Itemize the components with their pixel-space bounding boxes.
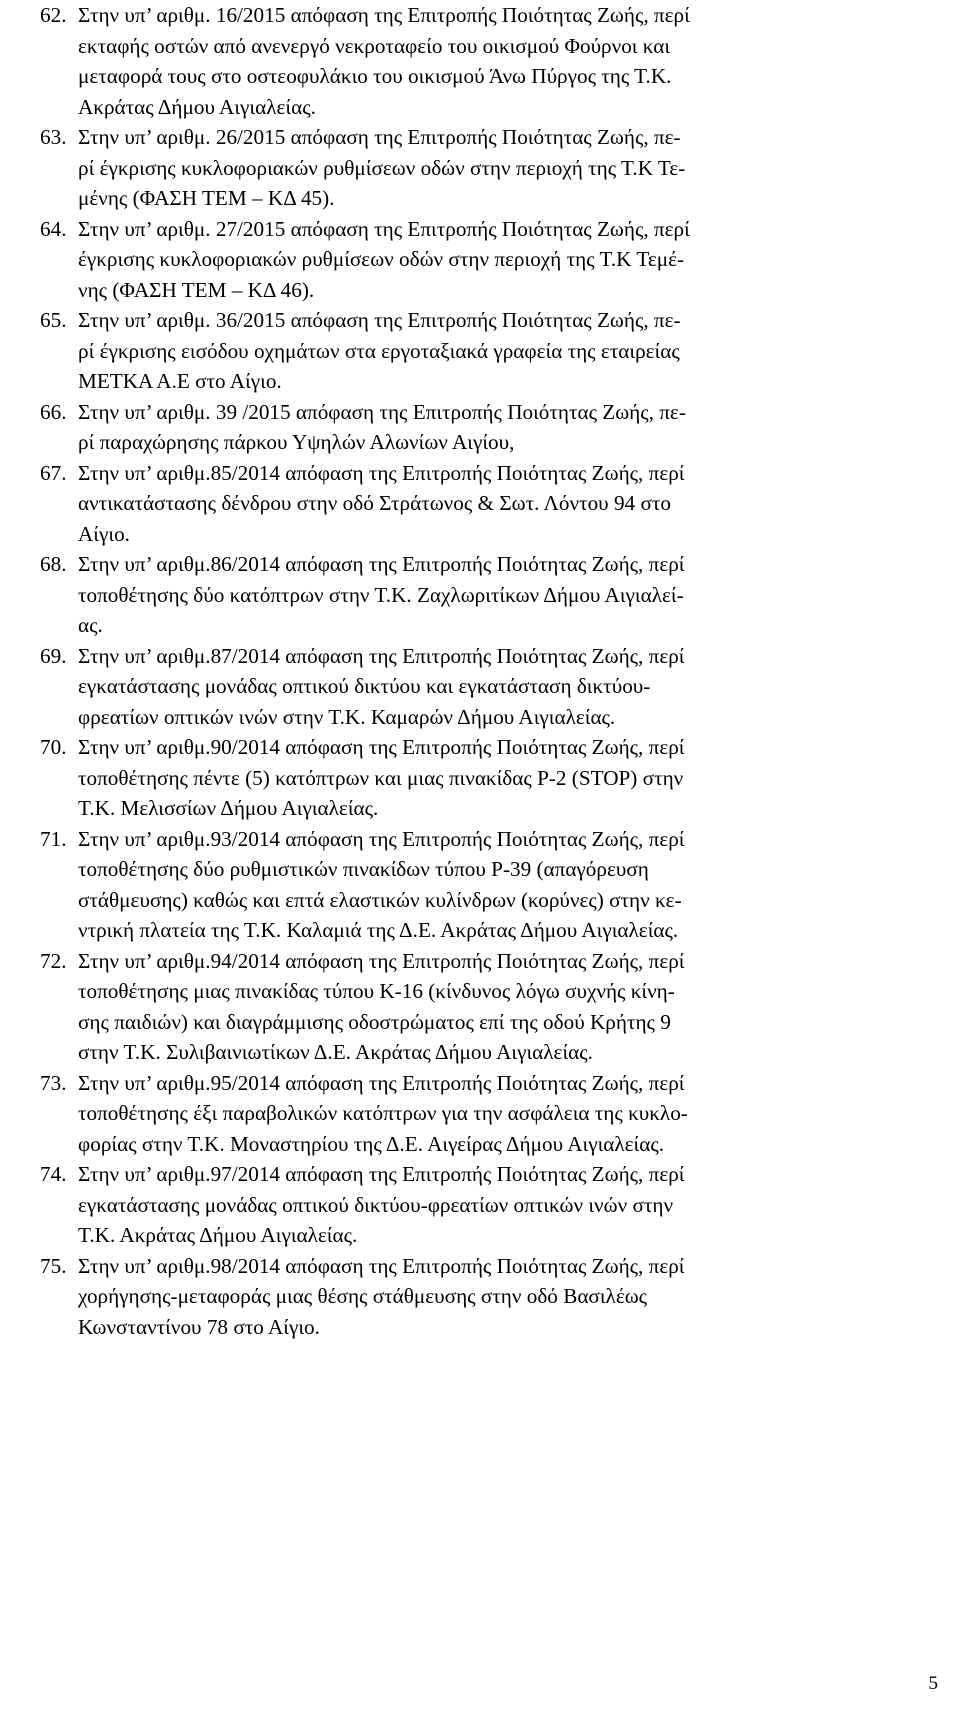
item-text-line: εγκατάστασης μονάδας οπτικού δικτύου και εγκατάσταση δικτύου-: [78, 674, 651, 698]
item-text-line: ρί έγκρισης κυκλοφοριακών ρυθμίσεων οδών στην περιοχή της Τ.Κ Τε-: [78, 155, 686, 180]
item-number: 63.: [40, 125, 67, 149]
item-text-line: Αίγιο.: [78, 521, 130, 546]
list-item: [40, 1068, 940, 1160]
item-text: [78, 458, 940, 550]
item-text-line: Τ.Κ. Ακράτας Δήμου Αιγιαλείας.: [78, 1223, 358, 1247]
item-text-line: Στην υπ’ αριθμ. 16/2015 απόφαση της Επιτροπής Ποιότητας Ζωής, περί: [78, 3, 690, 27]
item-number: 70.: [40, 735, 67, 759]
list-item: [40, 305, 940, 397]
item-text: [78, 549, 940, 641]
item-number: 74.: [40, 1162, 67, 1186]
item-text-line: τοποθέτησης πέντε (5) κατόπτρων και μιας πινακίδας Ρ-2 (STOP) στην: [78, 765, 684, 790]
list-item: [40, 946, 940, 1068]
item-text-line: τοποθέτησης δύο κατόπτρων στην Τ.Κ. Ζαχλωριτίκων Δήμου Αιγιαλεί-: [78, 582, 684, 607]
item-text-line: τοποθέτησης δύο ρυθμιστικών πινακίδων τύπου Ρ-39 (απαγόρευση: [78, 857, 649, 881]
item-text-line: Στην υπ’ αριθμ.86/2014 απόφαση της Επιτροπής Ποιότητας Ζωής, περί: [78, 552, 685, 576]
item-text-line: νης (ΦΑΣΗ ΤΕΜ – ΚΔ 46).: [78, 277, 315, 302]
list-item: [40, 641, 940, 733]
list-item: [40, 122, 940, 214]
item-text-line: εγκατάστασης μονάδας οπτικού δικτύου-φρεατίων οπτικών ινών στην: [78, 1192, 674, 1217]
item-text: [78, 1251, 940, 1343]
item-text-line: Στην υπ’ αριθμ. 27/2015 απόφαση της Επιτροπής Ποιότητας Ζωής, περί: [78, 216, 690, 241]
item-text: [78, 0, 940, 122]
item-text: [78, 397, 940, 458]
item-text-line: στάθμευσης) καθώς και επτά ελαστικών κυλίνδρων (κορύνες) στην κε-: [78, 887, 682, 912]
item-number: 65.: [40, 308, 67, 332]
item-text: [78, 641, 940, 733]
item-text: [78, 122, 940, 214]
item-text-line: ρί παραχώρησης πάρκου Υψηλών Αλωνίων Αιγίου,: [78, 430, 515, 454]
item-text-line: μένης (ΦΑΣΗ ΤΕΜ – ΚΔ 45).: [78, 186, 335, 210]
item-number: 69.: [40, 643, 67, 668]
item-text-line: στην Τ.Κ. Συλιβαινιωτίκων Δ.Ε. Ακράτας Δήμου Αιγιαλείας.: [78, 1040, 593, 1064]
item-text-line: Στην υπ’ αριθμ.87/2014 απόφαση της Επιτροπής Ποιότητας Ζωής, περί: [78, 643, 685, 668]
item-text: [78, 1159, 940, 1251]
item-text-line: τοποθέτησης μιας πινακίδας τύπου Κ-16 (κίνδυνος λόγω συχνής κίνη-: [78, 979, 675, 1003]
item-text-line: ντρική πλατεία της Τ.Κ. Καλαμιά της Δ.Ε. Ακράτας Δήμου Αιγιαλείας.: [78, 918, 679, 942]
item-number: 68.: [40, 552, 67, 576]
list-item: [40, 458, 940, 550]
item-text-line: Στην υπ’ αριθμ. 36/2015 απόφαση της Επιτροπής Ποιότητας Ζωής, πε-: [78, 308, 681, 332]
item-text-line: έγκρισης κυκλοφοριακών ρυθμίσεων οδών στην περιοχή της Τ.Κ Τεμέ-: [78, 247, 685, 271]
list-item: [40, 549, 940, 641]
item-text: [78, 214, 940, 306]
item-text-line: Στην υπ’ αριθμ. 26/2015 απόφαση της Επιτροπής Ποιότητας Ζωής, πε-: [78, 125, 681, 149]
item-text-line: χορήγησης-μεταφοράς μιας θέσης στάθμευσης στην οδό Βασιλέως: [78, 1284, 648, 1308]
item-text: [78, 824, 940, 946]
item-text-line: Στην υπ’ αριθμ.85/2014 απόφαση της Επιτροπής Ποιότητας Ζωής, περί: [78, 460, 685, 485]
item-text-line: φορίας στην Τ.Κ. Μοναστηρίου της Δ.Ε. Αιγείρας Δήμου Αιγιαλείας.: [78, 1131, 665, 1156]
list-item: [40, 214, 940, 306]
item-text-line: Στην υπ’ αριθμ.93/2014 απόφαση της Επιτροπής Ποιότητας Ζωής, περί: [78, 826, 685, 851]
item-text-line: ΜΕΤΚΑ Α.Ε στο Αίγιο.: [78, 369, 282, 393]
list-item: [40, 824, 940, 946]
list-item: [40, 1251, 940, 1343]
item-text-line: σης παιδιών) και διαγράμμισης οδοστρώματος επί της οδού Κρήτης 9: [78, 1009, 671, 1034]
item-text-line: φρεατίων οπτικών ινών στην Τ.Κ. Καμαρών Δήμου Αιγιαλείας.: [78, 704, 616, 729]
item-text: [78, 1068, 940, 1160]
item-text-line: ας.: [78, 613, 103, 637]
item-text-line: τοποθέτησης έξι παραβολικών κατόπτρων για την ασφάλεια της κυκλο-: [78, 1101, 688, 1125]
item-text: [78, 946, 940, 1068]
item-number: 71.: [40, 826, 67, 851]
item-number: 67.: [40, 460, 67, 485]
item-text-line: ρί έγκρισης εισόδου οχημάτων στα εργοταξιακά γραφεία της εταιρείας: [78, 338, 680, 363]
item-number: 66.: [40, 399, 67, 424]
item-text-line: Στην υπ’ αριθμ.90/2014 απόφαση της Επιτροπής Ποιότητας Ζωής, περί: [78, 735, 685, 759]
item-text-line: Στην υπ’ αριθμ.95/2014 απόφαση της Επιτροπής Ποιότητας Ζωής, περί: [78, 1070, 685, 1095]
item-number: 72.: [40, 948, 67, 973]
list-item: [40, 0, 940, 122]
item-number: 75.: [40, 1253, 67, 1278]
item-text-line: αντικατάστασης δένδρου στην οδό Στράτωνος & Σωτ. Λόντου 94 στο: [78, 491, 671, 515]
item-text-line: Τ.Κ. Μελισσίων Δήμου Αιγιαλείας.: [78, 796, 379, 820]
item-text-line: Στην υπ’ αριθμ.98/2014 απόφαση της Επιτροπής Ποιότητας Ζωής, περί: [78, 1253, 685, 1278]
decision-list: [40, 0, 940, 1342]
item-number: 62.: [40, 3, 67, 27]
page-number: 5: [928, 1673, 938, 1694]
item-text: [78, 305, 940, 397]
item-text-line: Στην υπ’ αριθμ.94/2014 απόφαση της Επιτροπής Ποιότητας Ζωής, περί: [78, 948, 685, 973]
list-item: [40, 397, 940, 458]
item-number: 64.: [40, 216, 67, 241]
item-number: 73.: [40, 1070, 67, 1095]
list-item: [40, 1159, 940, 1251]
item-text: [78, 732, 940, 824]
list-item: [40, 732, 940, 824]
item-text-line: Στην υπ’ αριθμ. 39 /2015 απόφαση της Επιτροπής Ποιότητας Ζωής, πε-: [78, 399, 686, 424]
item-text-line: Στην υπ’ αριθμ.97/2014 απόφαση της Επιτροπής Ποιότητας Ζωής, περί: [78, 1162, 685, 1186]
item-text-line: Κωνσταντίνου 78 στο Αίγιο.: [78, 1314, 320, 1339]
item-text-line: Ακράτας Δήμου Αιγιαλείας.: [78, 94, 316, 119]
item-text-line: μεταφορά τους στο οστεοφυλάκιο του οικισμού Άνω Πύργος της Τ.Κ.: [78, 64, 672, 88]
item-text-line: εκταφής οστών από ανενεργό νεκροταφείο του οικισμού Φούρνοι και: [78, 33, 671, 58]
